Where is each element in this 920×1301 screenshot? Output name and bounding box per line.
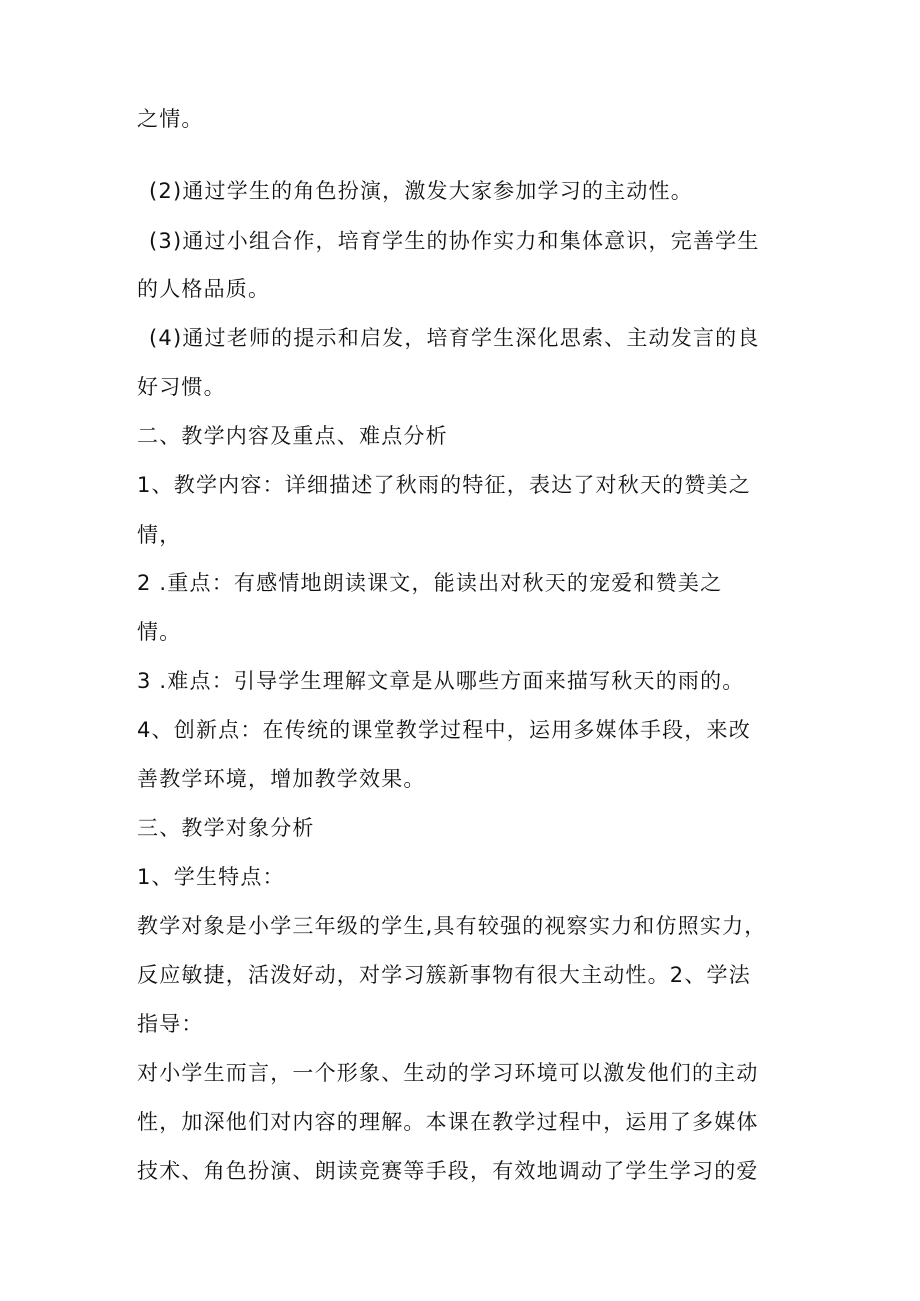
section-heading: 二、教学内容及重点、难点分析 [137, 424, 448, 448]
text-line: 对小学生而言，一个形象、生动的学习环境可以激发他们的主动 [137, 1061, 759, 1085]
text-line: 3 .难点：引导学生理解文章是从哪些方面来描写秋天的雨的。 [137, 669, 745, 693]
text-line: 技术、角色扮演、朗读竞赛等手段，有效地调动了学生学习的爱 [137, 1159, 759, 1183]
text-line: 教学对象是小学三年级的学生,具有较强的视察实力和仿照实力， [137, 914, 767, 938]
text-line: (4)通过老师的提示和启发，培育学生深化思索、主动发言的良 [149, 326, 760, 350]
text-line: 性，加深他们对内容的理解。本课在教学过程中，运用了多媒体 [137, 1110, 759, 1134]
text-line: (3)通过小组合作，培育学生的协作实力和集体意识，完善学生 [149, 229, 760, 253]
text-line: 2 .重点：有感情地朗读课文，能读出对秋天的宠爱和赞美之 [137, 571, 723, 595]
text-line: 4、创新点：在传统的课堂教学过程中，运用多媒体手段，来改 [137, 718, 751, 742]
text-line: 1、学生特点： [137, 865, 285, 889]
text-line: 好习惯。 [137, 375, 226, 399]
text-line: (2)通过学生的角色扮演，激发大家参加学习的主动性。 [149, 179, 693, 203]
text-line: 指导： [137, 1012, 204, 1036]
text-line: 的人格品质。 [137, 277, 271, 301]
text-line: 1、教学内容：详细描述了秋雨的特征，表达了对秋天的赞美之 [137, 473, 751, 497]
text-line: 情， [137, 523, 182, 547]
text-line: 反应敏捷，活泼好动，对学习簇新事物有很大主动性。2、学法 [137, 963, 751, 987]
text-line: 之情。 [137, 107, 204, 131]
text-line: 情。 [137, 620, 182, 644]
section-heading: 三、教学对象分析 [137, 816, 315, 840]
text-line: 善教学环境，增加教学效果。 [137, 767, 426, 791]
